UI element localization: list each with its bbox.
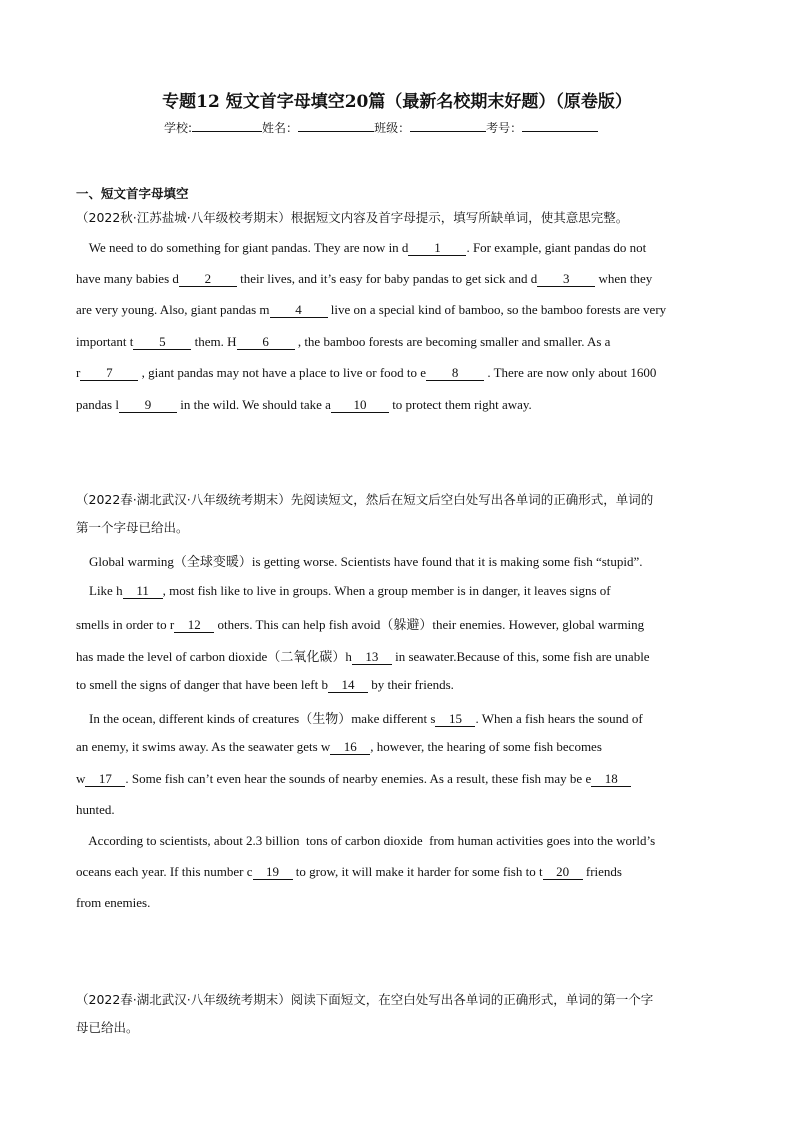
passage-text: has made the level of carbon dioxide（二氧化碳）h bbox=[76, 649, 352, 664]
passage-text: According to scientists, about 2.3 billion tons of carbon dioxide from human activities goes into the world’s bbox=[76, 833, 656, 848]
answer-blank[interactable]: 1 bbox=[408, 241, 466, 256]
passage-line bbox=[76, 397, 532, 413]
passage-line bbox=[76, 739, 602, 755]
passage-text: . When a fish hears the sound of bbox=[475, 711, 643, 726]
answer-blank[interactable]: 20 bbox=[543, 865, 583, 880]
school-label: 学校: bbox=[164, 121, 193, 135]
passage-text: r bbox=[76, 365, 81, 380]
passage-text: an enemy, it swims away. As the seawater gets w bbox=[76, 739, 331, 754]
passage1-source: （2022秋·江苏盐城·八年级校考期末）根据短文内容及首字母提示，填写所缺单词，使其意思完整。 bbox=[76, 210, 629, 225]
passage-text: , the bamboo forests are becoming smaller and smaller. As a bbox=[294, 334, 611, 349]
passage-text: have many babies d bbox=[76, 271, 179, 286]
answer-blank[interactable]: 5 bbox=[133, 335, 191, 350]
answer-blank[interactable]: 10 bbox=[331, 398, 389, 413]
answer-blank[interactable]: 7 bbox=[80, 366, 138, 381]
answer-blank[interactable]: 19 bbox=[253, 865, 293, 880]
answer-blank[interactable]: 16 bbox=[330, 740, 370, 755]
passage-line bbox=[76, 551, 643, 570]
passage-line bbox=[76, 864, 622, 880]
name-field[interactable] bbox=[298, 120, 374, 132]
passage-text: to grow, it will make it harder for some fish to t bbox=[292, 864, 543, 879]
passage-line bbox=[76, 895, 150, 911]
passage-text: live on a special kind of bamboo, so the bamboo forests are very bbox=[327, 302, 667, 317]
passage-line bbox=[76, 677, 454, 693]
passage-text: in the wild. We should take a bbox=[176, 397, 331, 412]
class-label: 班级： bbox=[374, 121, 411, 135]
info-line bbox=[164, 119, 598, 136]
answer-blank[interactable]: 6 bbox=[237, 335, 295, 350]
answer-blank[interactable]: 17 bbox=[85, 772, 125, 787]
answer-blank[interactable]: 18 bbox=[591, 772, 631, 787]
passage-text: . There are now only about 1600 bbox=[484, 365, 657, 380]
answer-blank[interactable]: 11 bbox=[123, 584, 163, 599]
exam-no-label: 考号： bbox=[486, 121, 523, 135]
passage-text: when they bbox=[595, 271, 653, 286]
answer-blank[interactable]: 14 bbox=[328, 678, 368, 693]
passage-text: others. This can help fish avoid（躲避）their enemies. However, global warming bbox=[214, 617, 645, 632]
passage-text: In the ocean, different kinds of creatures（生物）make different s bbox=[76, 711, 436, 726]
passage-text: to protect them right away. bbox=[388, 397, 532, 412]
passage-text: by their friends. bbox=[367, 677, 454, 692]
class-field[interactable] bbox=[410, 120, 486, 132]
passage-text: oceans each year. If this number c bbox=[76, 864, 253, 879]
passage-line bbox=[76, 302, 666, 318]
exam-no-field[interactable] bbox=[522, 120, 598, 132]
passage-text: w bbox=[76, 771, 86, 786]
passage-text: smells in order to r bbox=[76, 617, 175, 632]
passage-line bbox=[76, 271, 652, 287]
answer-blank[interactable]: 2 bbox=[179, 272, 237, 287]
document-title: 专题12 短文首字母填空20篇（最新名校期末好题）（原卷版） bbox=[162, 92, 632, 112]
section-heading: 一、短文首字母填空 bbox=[76, 186, 189, 201]
passage-text: Like h bbox=[76, 583, 123, 598]
passage-text: Global warming（全球变暖）is getting worse. Scientists have found that it is making some fish “stupid”. bbox=[76, 554, 643, 569]
passage2-source-line2: 第一个字母已给出。 bbox=[76, 520, 189, 535]
passage-text: important t bbox=[76, 334, 134, 349]
passage-text: are very young. Also, giant pandas m bbox=[76, 302, 270, 317]
name-label: 姓名： bbox=[262, 121, 299, 135]
passage-line bbox=[76, 583, 611, 599]
passage-line bbox=[76, 802, 115, 818]
answer-blank[interactable]: 15 bbox=[435, 712, 475, 727]
answer-blank[interactable]: 9 bbox=[119, 398, 177, 413]
passage-line bbox=[76, 833, 655, 849]
passage-text: from enemies. bbox=[76, 895, 151, 910]
passage3-source-line1: （2022春·湖北武汉·八年级统考期末）阅读下面短文，在空白处写出各单词的正确形式，单词的第一个字 bbox=[76, 992, 654, 1007]
passage-line bbox=[76, 240, 646, 256]
passage-text: , giant pandas may not have a place to live or food to e bbox=[138, 365, 427, 380]
passage3-source-line2: 母已给出。 bbox=[76, 1020, 139, 1035]
school-field[interactable] bbox=[192, 120, 262, 132]
answer-blank[interactable]: 13 bbox=[352, 650, 392, 665]
answer-blank[interactable]: 8 bbox=[426, 366, 484, 381]
passage-line bbox=[76, 334, 610, 350]
passage-line bbox=[76, 365, 656, 381]
passage-text: friends bbox=[582, 864, 622, 879]
passage-line bbox=[76, 614, 644, 633]
passage-text: . For example, giant pandas do not bbox=[466, 240, 647, 255]
passage-text: We need to do something for giant pandas. They are now in d bbox=[76, 240, 409, 255]
answer-blank[interactable]: 3 bbox=[537, 272, 595, 287]
passage-text: hunted. bbox=[76, 802, 115, 817]
answer-blank[interactable]: 4 bbox=[270, 303, 328, 318]
passage-text: pandas l bbox=[76, 397, 119, 412]
passage-line bbox=[76, 646, 650, 665]
passage-text: to smell the signs of danger that have been left b bbox=[76, 677, 328, 692]
passage-text: , however, the hearing of some fish becomes bbox=[370, 739, 602, 754]
answer-blank[interactable]: 12 bbox=[174, 618, 214, 633]
passage-text: in seawater.Because of this, some fish are unable bbox=[391, 649, 650, 664]
passage-line bbox=[76, 708, 643, 727]
passage-text: their lives, and it’s easy for baby pandas to get sick and d bbox=[236, 271, 538, 286]
passage-text: them. H bbox=[191, 334, 237, 349]
passage-line bbox=[76, 771, 631, 787]
passage2-source-line1: （2022春·湖北武汉·八年级统考期末）先阅读短文，然后在短文后空白处写出各单词的正确形式，单词的 bbox=[76, 492, 654, 507]
passage-text: , most fish like to live in groups. When a group member is in danger, it leaves signs of bbox=[162, 583, 611, 598]
passage-text: . Some fish can’t even hear the sounds of nearby enemies. As a result, these fish may be e bbox=[125, 771, 592, 786]
